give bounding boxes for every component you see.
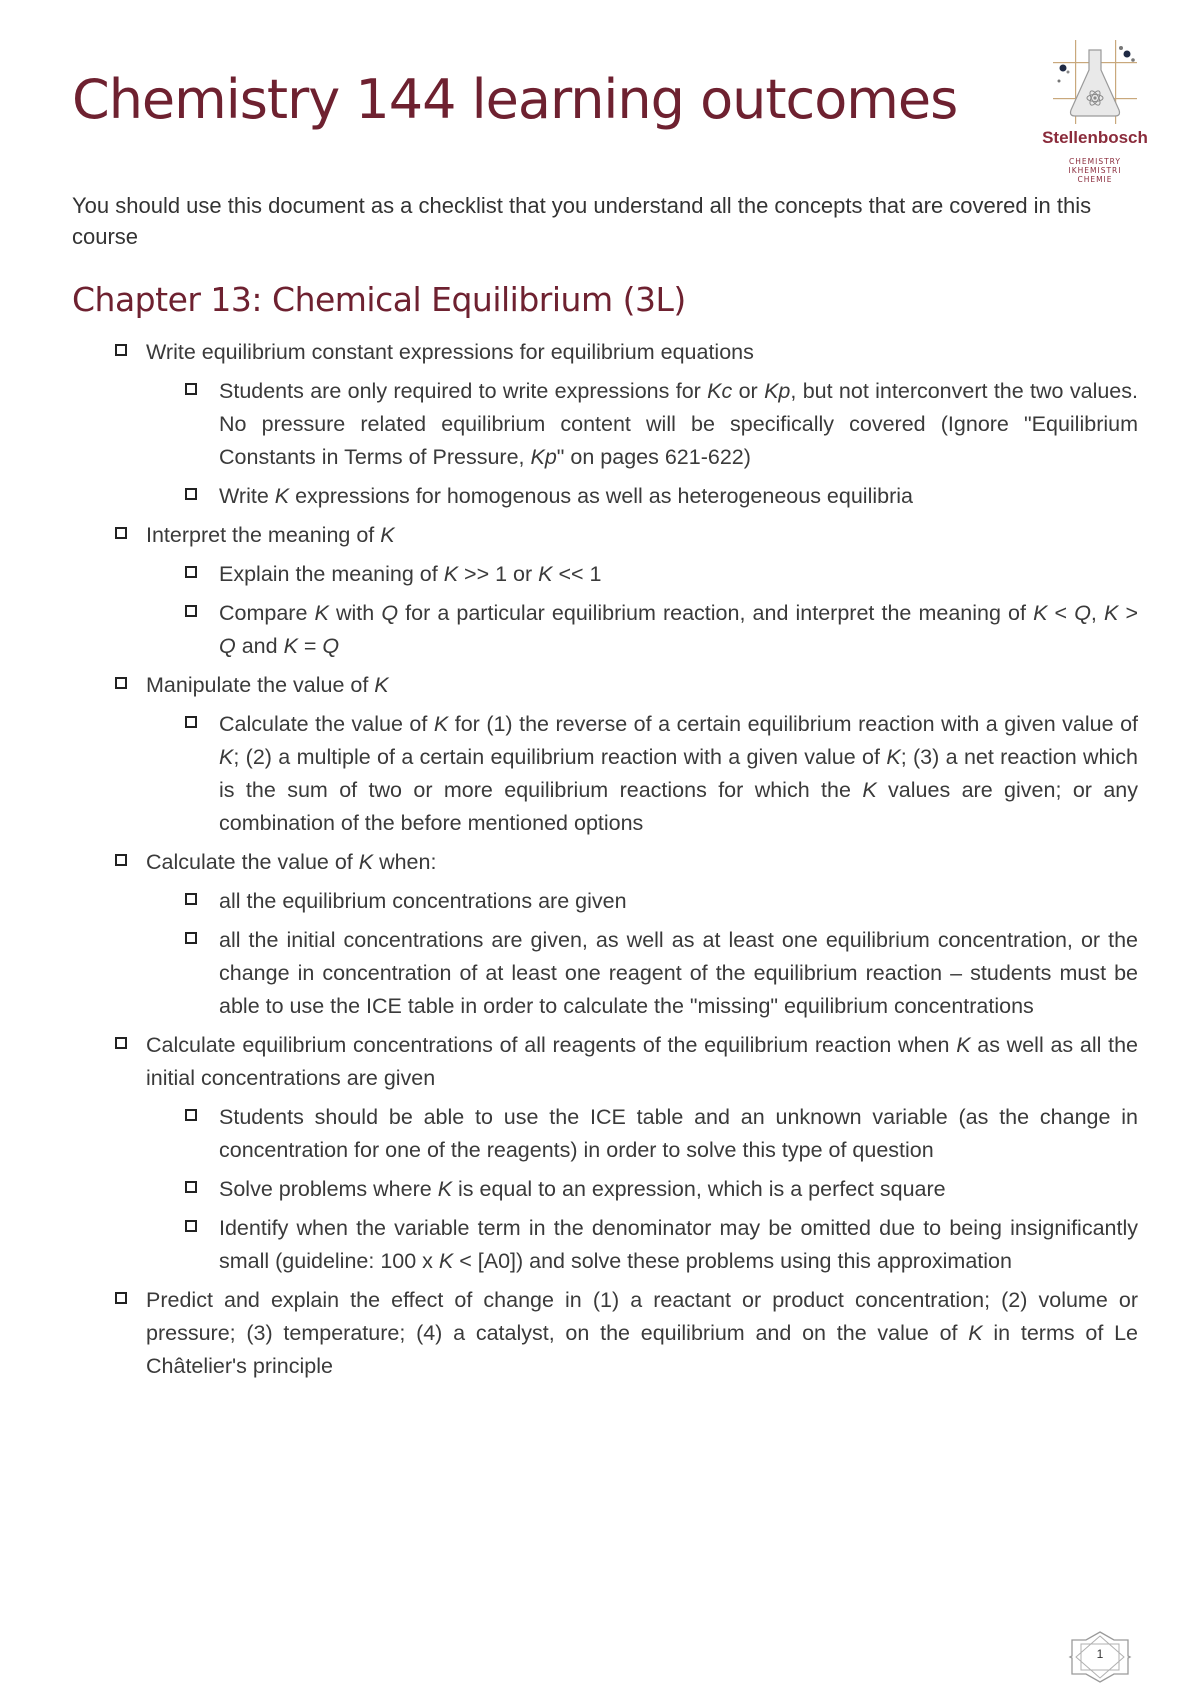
outcome-text: Solve problems where K is equal to an expression, which is a perfect square — [219, 1177, 946, 1201]
page-number-badge — [1068, 1630, 1132, 1684]
outcome-text: Write equilibrium constant expressions for equilibrium equations — [146, 340, 754, 364]
sub-outcome-item — [219, 1173, 1138, 1206]
checkbox[interactable] — [185, 932, 197, 944]
checkbox[interactable] — [185, 1181, 197, 1193]
intro-paragraph: You should use this document as a checklist that you understand all the concepts that are covered in this course — [72, 193, 1092, 249]
checkbox[interactable] — [115, 1292, 127, 1304]
sub-outcome-item — [219, 924, 1138, 1023]
sub-outcome-item — [219, 885, 1138, 918]
checkbox[interactable] — [185, 893, 197, 905]
checkbox[interactable] — [185, 716, 197, 728]
outcome-text: Compare K with Q for a particular equilibrium reaction, and interpret the meaning of K < Q, K > Q and K = Q — [219, 601, 1138, 658]
checkbox[interactable] — [185, 488, 197, 500]
flask-emblem-icon — [1035, 36, 1155, 131]
outcome-text: Calculate the value of K for (1) the reverse of a certain equilibrium reaction with a given value of K; (2) a multiple of a certain equilibrium reaction with a given value of K; (3) a net reaction which is the sum of two or more equilibrium reactions for which the K values are given; or any combination of the before mentioned options — [219, 712, 1138, 835]
checkbox[interactable] — [185, 1220, 197, 1232]
outcome-text: Explain the meaning of K >> 1 or K << 1 — [219, 562, 602, 586]
outcomes-checklist — [0, 336, 1200, 1389]
sub-outcome-item — [219, 480, 1138, 513]
outcome-item — [146, 846, 1138, 879]
sub-outcome-item — [219, 375, 1138, 474]
chapter-heading: Chapter 13: Chemical Equilibrium (3L) — [72, 280, 686, 319]
outcome-text: Identify when the variable term in the denominator may be omitted due to being insignificantly small (guideline: 100 x K < [A0]) and solve these problems using this approximation — [219, 1216, 1138, 1273]
checkbox[interactable] — [185, 566, 197, 578]
checkbox[interactable] — [185, 605, 197, 617]
outcome-item — [146, 519, 1138, 552]
outcome-text: Students should be able to use the ICE table and an unknown variable (as the change in concentration for one of the reagents) in order to solve this type of question — [219, 1105, 1138, 1162]
logo-subline-1: CHEMISTRY — [1069, 157, 1121, 166]
logo-wordmark: Stellenbosch — [1042, 128, 1148, 147]
outcome-text: Calculate the value of K when: — [146, 850, 437, 874]
outcome-text: Write K expressions for homogenous as well as heterogeneous equilibria — [219, 484, 913, 508]
sub-outcome-item — [219, 708, 1138, 840]
sub-outcome-item — [219, 1101, 1138, 1167]
outcome-text: all the equilibrium concentrations are given — [219, 889, 627, 913]
outcome-item — [146, 1284, 1138, 1383]
outcome-item — [146, 1029, 1138, 1095]
sub-outcome-item — [219, 558, 1138, 591]
checkbox[interactable] — [185, 1109, 197, 1121]
outcome-item — [146, 669, 1138, 702]
outcome-text: Interpret the meaning of K — [146, 523, 395, 547]
logo-subline-3: CHEMIE — [1077, 175, 1113, 184]
checkbox[interactable] — [115, 527, 127, 539]
checkbox[interactable] — [115, 1037, 127, 1049]
document-title: Chemistry 144 learning outcomes — [72, 68, 958, 131]
outcome-text: Manipulate the value of K — [146, 673, 389, 697]
logo-subline-2: IKHEMISTRI — [1068, 166, 1122, 175]
checkbox[interactable] — [115, 344, 127, 356]
outcome-text: Students are only required to write expressions for Kc or Kp, but not interconvert the two values. No pressure related equilibrium content will be specifically covered (Ignore "Equilibrium Constants in Terms of Pressure, Kp" on pages 621-622) — [219, 379, 1138, 469]
outcome-item — [146, 336, 1138, 369]
checkbox[interactable] — [115, 854, 127, 866]
checkbox[interactable] — [185, 383, 197, 395]
sub-outcome-item — [219, 1212, 1138, 1278]
outcome-text: Predict and explain the effect of change in (1) a reactant or product concentration; (2) volume or pressure; (3) temperature; (4) a catalyst, on the equilibrium and on the value of K in terms of Le Châtelier's principle — [146, 1288, 1138, 1378]
page-number: 1 — [1096, 1647, 1104, 1661]
outcome-text: all the initial concentrations are given, as well as at least one equilibrium concentration, or the change in concentration of at least one reagent of the equilibrium reaction – students must be able to use the ICE table in order to calculate the "missing" equilibrium concentrations — [219, 928, 1138, 1018]
sub-outcome-item — [219, 597, 1138, 663]
stellenbosch-logo — [1035, 36, 1155, 191]
outcome-text: Calculate equilibrium concentrations of all reagents of the equilibrium reaction when K as well as all the initial concentrations are given — [146, 1033, 1139, 1090]
checkbox[interactable] — [115, 677, 127, 689]
